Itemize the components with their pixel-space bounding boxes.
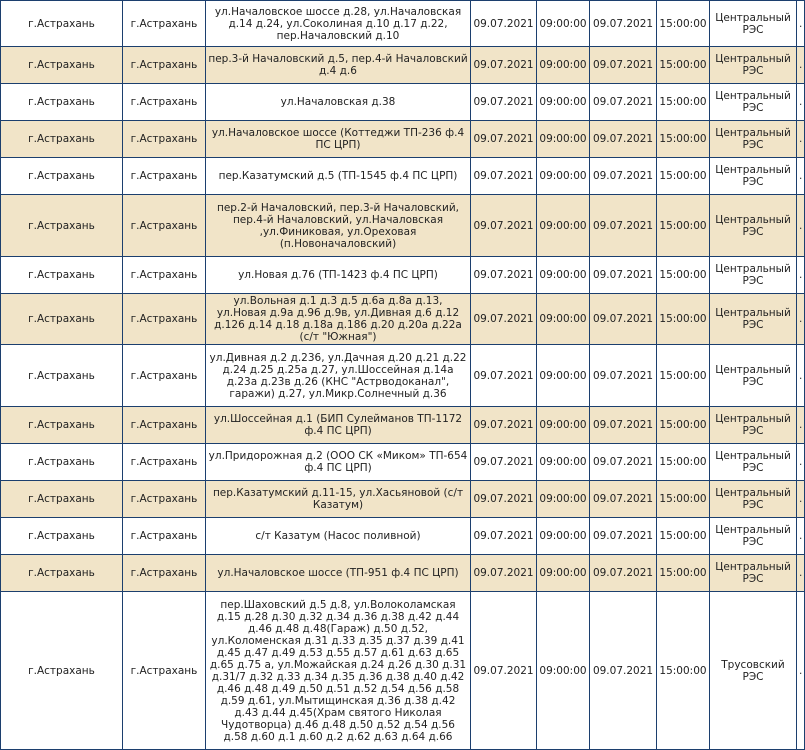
end-time-cell: 15:00:00 [657, 481, 710, 518]
end-date-cell: 09.07.2021 [590, 345, 657, 407]
res-cell: Центральный РЭС [710, 518, 797, 555]
city-cell: г.Астрахань [123, 257, 206, 294]
start-time-cell: 09:00:00 [537, 294, 590, 345]
res-cell: Центральный РЭС [710, 1, 797, 47]
address-cell: пер.2-й Началовский, пер.3-й Началовский, пер.4-й Началовский, ул.Началовская ,ул.Финиковая, ул.Ореховая (п.Новоначаловский) [206, 195, 471, 257]
end-time-cell: 15:00:00 [657, 84, 710, 121]
address-cell: ул.Началовское шоссе (ТП-951 ф.4 ПС ЦРП) [206, 555, 471, 592]
extra-cell: . [797, 444, 805, 481]
end-date-cell: 09.07.2021 [590, 294, 657, 345]
address-cell: ул.Началовское шоссе (Коттеджи ТП-236 ф.4 ПС ЦРП) [206, 121, 471, 158]
end-time-cell: 15:00:00 [657, 47, 710, 84]
extra-cell: . [797, 592, 805, 750]
address-cell: ул.Началовское шоссе д.28, ул.Началовская д.14 д.24, ул.Соколиная д.10 д.17 д.22, пер.Началовский д.10 [206, 1, 471, 47]
district-cell: г.Астрахань [1, 84, 123, 121]
start-time-cell: 09:00:00 [537, 47, 590, 84]
address-cell: пер.Казатумский д.5 (ТП-1545 ф.4 ПС ЦРП) [206, 158, 471, 195]
res-cell: Центральный РЭС [710, 47, 797, 84]
start-time-cell: 09:00:00 [537, 518, 590, 555]
city-cell: г.Астрахань [123, 518, 206, 555]
end-date-cell: 09.07.2021 [590, 257, 657, 294]
end-time-cell: 15:00:00 [657, 1, 710, 47]
address-cell: ул.Шоссейная д.1 (БИП Сулейманов ТП-1172 ф.4 ПС ЦРП) [206, 407, 471, 444]
res-cell: Центральный РЭС [710, 294, 797, 345]
address-cell: пер.Шаховский д.5 д.8, ул.Волоколамская д.15 д.28 д.30 д.32 д.34 д.36 д.38 д.42 д.44 д.46 д.48 д.48(Гараж) д.50 д.52, ул.Коломенская д.31 д.33 д.35 д.37 д.39 д.41 д.45 д.47 д.49 д.53 д.55 д.57 д.61 д.63 д.65 д.65 д.75 а, ул.Можайская д.24 д.26 д.30 д.31 д.31/7 д.32 д.33 д.34 д.35 д.36 д.38 д.40 д.42 д.46 д.48 д.49 д.50 д.51 д.52 д.54 д.56 д.58 д.59 д.61, ул.Мытищинская д.36 д.38 д.42 д.43 д.44 д.45(Храм святого Николая Чудотворца) д.46 д.48 д.50 д.52 д.54 д.56 д.58 д.60 д.1 д.60 д.2 д.62 д.63 д.64 д.66 [206, 592, 471, 750]
address-cell: с/т Казатум (Насос поливной) [206, 518, 471, 555]
table-row [1, 158, 805, 195]
extra-cell: . [797, 345, 805, 407]
city-cell: г.Астрахань [123, 1, 206, 47]
res-cell: Центральный РЭС [710, 195, 797, 257]
res-cell: Центральный РЭС [710, 158, 797, 195]
start-time-cell: 09:00:00 [537, 345, 590, 407]
end-time-cell: 15:00:00 [657, 555, 710, 592]
address-cell: ул.Дивная д.2 д.236, ул.Дачная д.20 д.21 д.22 д.24 д.25 д.25а д.27, ул.Шоссейная д.14а д.23а д.23в д.26 (КНС "Астрводоканал", гаражи) д.27, ул.Микр.Солнечный д.36 [206, 345, 471, 407]
res-cell: Трусовский РЭС [710, 592, 797, 750]
start-time-cell: 09:00:00 [537, 121, 590, 158]
district-cell: г.Астрахань [1, 1, 123, 47]
district-cell: г.Астрахань [1, 555, 123, 592]
start-date-cell: 09.07.2021 [471, 592, 537, 750]
start-date-cell: 09.07.2021 [471, 345, 537, 407]
district-cell: г.Астрахань [1, 407, 123, 444]
start-date-cell: 09.07.2021 [471, 158, 537, 195]
table-row [1, 481, 805, 518]
table-body [1, 1, 805, 750]
city-cell: г.Астрахань [123, 84, 206, 121]
start-time-cell: 09:00:00 [537, 195, 590, 257]
start-time-cell: 09:00:00 [537, 555, 590, 592]
start-date-cell: 09.07.2021 [471, 407, 537, 444]
extra-cell: . [797, 518, 805, 555]
end-date-cell: 09.07.2021 [590, 407, 657, 444]
table-row [1, 407, 805, 444]
district-cell: г.Астрахань [1, 47, 123, 84]
start-time-cell: 09:00:00 [537, 158, 590, 195]
end-date-cell: 09.07.2021 [590, 195, 657, 257]
extra-cell: . [797, 121, 805, 158]
table-row [1, 121, 805, 158]
res-cell: Центральный РЭС [710, 481, 797, 518]
res-cell: Центральный РЭС [710, 555, 797, 592]
start-date-cell: 09.07.2021 [471, 444, 537, 481]
extra-cell: . [797, 47, 805, 84]
city-cell: г.Астрахань [123, 47, 206, 84]
end-date-cell: 09.07.2021 [590, 555, 657, 592]
start-date-cell: 09.07.2021 [471, 257, 537, 294]
end-date-cell: 09.07.2021 [590, 592, 657, 750]
end-date-cell: 09.07.2021 [590, 158, 657, 195]
city-cell: г.Астрахань [123, 294, 206, 345]
address-cell: пер.3-й Началовский д.5, пер.4-й Началовский д.4 д.6 [206, 47, 471, 84]
end-time-cell: 15:00:00 [657, 121, 710, 158]
city-cell: г.Астрахань [123, 592, 206, 750]
district-cell: г.Астрахань [1, 592, 123, 750]
district-cell: г.Астрахань [1, 481, 123, 518]
res-cell: Центральный РЭС [710, 345, 797, 407]
table-row [1, 257, 805, 294]
district-cell: г.Астрахань [1, 294, 123, 345]
end-time-cell: 15:00:00 [657, 158, 710, 195]
start-time-cell: 09:00:00 [537, 257, 590, 294]
start-time-cell: 09:00:00 [537, 84, 590, 121]
start-time-cell: 09:00:00 [537, 481, 590, 518]
end-time-cell: 15:00:00 [657, 294, 710, 345]
table-row [1, 345, 805, 407]
start-date-cell: 09.07.2021 [471, 555, 537, 592]
end-time-cell: 15:00:00 [657, 592, 710, 750]
district-cell: г.Астрахань [1, 345, 123, 407]
district-cell: г.Астрахань [1, 121, 123, 158]
district-cell: г.Астрахань [1, 257, 123, 294]
start-time-cell: 09:00:00 [537, 1, 590, 47]
start-date-cell: 09.07.2021 [471, 518, 537, 555]
district-cell: г.Астрахань [1, 444, 123, 481]
address-cell: ул.Придорожная д.2 (ООО СК «Миком» ТП-654 ф.4 ПС ЦРП) [206, 444, 471, 481]
address-cell: ул.Вольная д.1 д.3 д.5 д.6а д.8а д.13, ул.Новая д.9а д.96 д.9в, ул.Дивная д.6 д.12 д.126 д.14 д.18 д.18а д.186 д.20 д.20а д.22а (с/т "Южная") [206, 294, 471, 345]
end-time-cell: 15:00:00 [657, 345, 710, 407]
table-row [1, 195, 805, 257]
end-date-cell: 09.07.2021 [590, 444, 657, 481]
end-time-cell: 15:00:00 [657, 257, 710, 294]
extra-cell: . [797, 158, 805, 195]
table-row [1, 84, 805, 121]
end-date-cell: 09.07.2021 [590, 47, 657, 84]
table-row [1, 294, 805, 345]
city-cell: г.Астрахань [123, 121, 206, 158]
table-row [1, 592, 805, 750]
city-cell: г.Астрахань [123, 444, 206, 481]
extra-cell: . [797, 195, 805, 257]
start-date-cell: 09.07.2021 [471, 84, 537, 121]
table-row [1, 47, 805, 84]
end-time-cell: 15:00:00 [657, 195, 710, 257]
end-date-cell: 09.07.2021 [590, 121, 657, 158]
extra-cell: . [797, 1, 805, 47]
extra-cell: . [797, 407, 805, 444]
res-cell: Центральный РЭС [710, 257, 797, 294]
start-time-cell: 09:00:00 [537, 444, 590, 481]
extra-cell: . [797, 294, 805, 345]
end-date-cell: 09.07.2021 [590, 481, 657, 518]
address-cell: ул.Новая д.76 (ТП-1423 ф.4 ПС ЦРП) [206, 257, 471, 294]
district-cell: г.Астрахань [1, 518, 123, 555]
end-date-cell: 09.07.2021 [590, 518, 657, 555]
extra-cell: . [797, 257, 805, 294]
end-time-cell: 15:00:00 [657, 518, 710, 555]
city-cell: г.Астрахань [123, 407, 206, 444]
start-date-cell: 09.07.2021 [471, 47, 537, 84]
table-row [1, 1, 805, 47]
end-date-cell: 09.07.2021 [590, 84, 657, 121]
extra-cell: . [797, 555, 805, 592]
city-cell: г.Астрахань [123, 345, 206, 407]
address-cell: ул.Началовская д.38 [206, 84, 471, 121]
city-cell: г.Астрахань [123, 481, 206, 518]
end-time-cell: 15:00:00 [657, 444, 710, 481]
extra-cell: . [797, 481, 805, 518]
district-cell: г.Астрахань [1, 158, 123, 195]
start-date-cell: 09.07.2021 [471, 1, 537, 47]
table-row [1, 444, 805, 481]
extra-cell: . [797, 84, 805, 121]
city-cell: г.Астрахань [123, 195, 206, 257]
city-cell: г.Астрахань [123, 555, 206, 592]
res-cell: Центральный РЭС [710, 407, 797, 444]
start-date-cell: 09.07.2021 [471, 481, 537, 518]
end-time-cell: 15:00:00 [657, 407, 710, 444]
start-date-cell: 09.07.2021 [471, 294, 537, 345]
table-row [1, 555, 805, 592]
city-cell: г.Астрахань [123, 158, 206, 195]
district-cell: г.Астрахань [1, 195, 123, 257]
start-date-cell: 09.07.2021 [471, 195, 537, 257]
res-cell: Центральный РЭС [710, 121, 797, 158]
start-time-cell: 09:00:00 [537, 592, 590, 750]
address-cell: пер.Казатумский д.11-15, ул.Хасьяновой (с/т Казатум) [206, 481, 471, 518]
end-date-cell: 09.07.2021 [590, 1, 657, 47]
res-cell: Центральный РЭС [710, 444, 797, 481]
res-cell: Центральный РЭС [710, 84, 797, 121]
start-time-cell: 09:00:00 [537, 407, 590, 444]
table-row [1, 518, 805, 555]
start-date-cell: 09.07.2021 [471, 121, 537, 158]
